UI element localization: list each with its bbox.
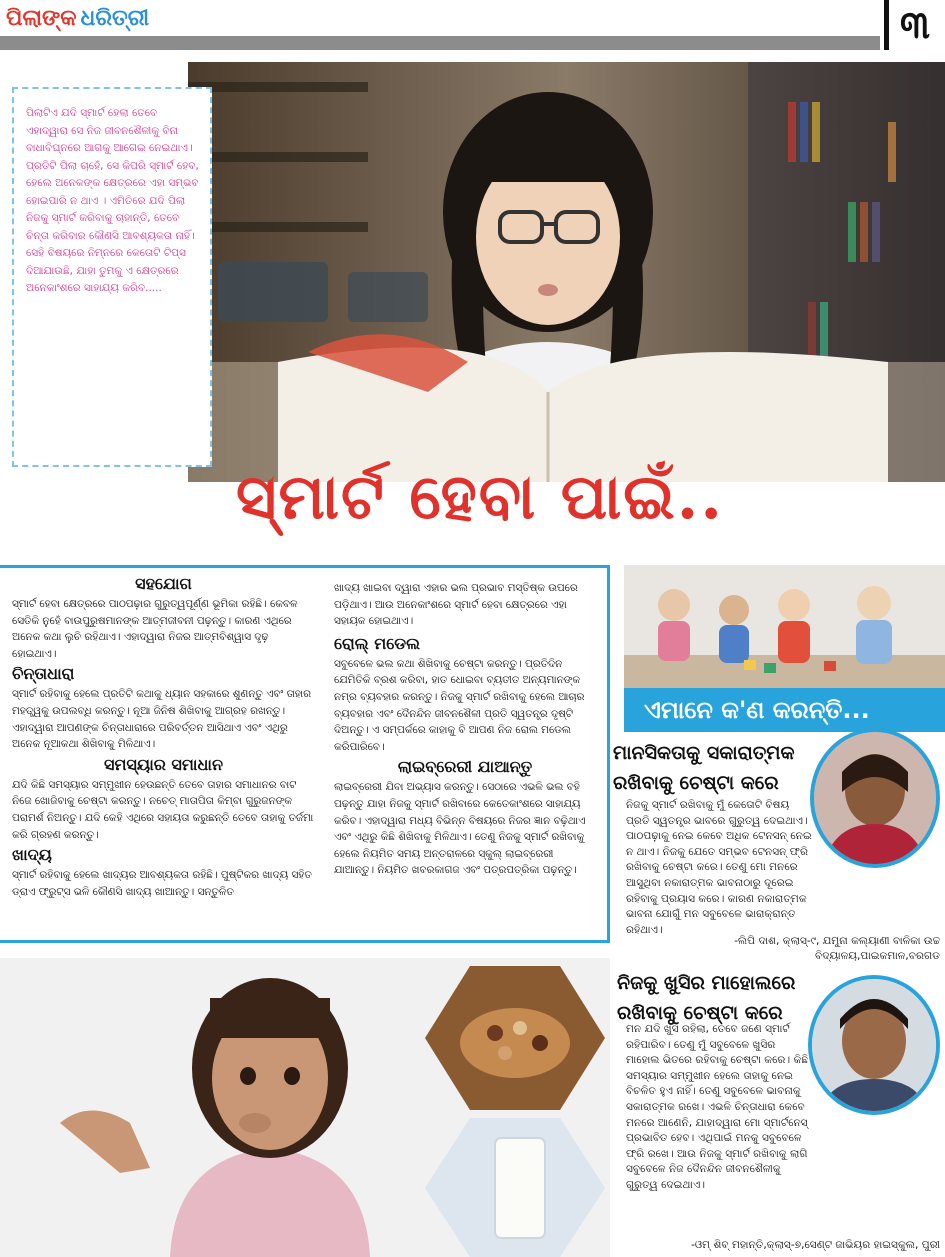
profile1-heading-line1: ମାନସିକତାକୁ ସକାରାତ୍ମକ — [613, 742, 795, 764]
section-banner: ଏମାନେ କ'ଣ କରନ୍ତି... — [624, 688, 945, 732]
bottom-illustration — [0, 958, 610, 1257]
section-heading-library: ଲାଇବ୍ରେରୀ ଯାଆନ୍ତୁ — [397, 757, 533, 777]
page-number-divider — [884, 0, 889, 50]
kids-playing-photo — [624, 565, 945, 690]
logo-part-1: ପିଲାଙ୍କ — [6, 5, 77, 31]
hero-illustration — [188, 62, 945, 482]
header-rule — [0, 36, 880, 50]
intro-text: ପିଲାଟିଏ ଯଦି ସ୍ମାର୍ଟ ହେଲା ତେବେ ଏହାଦ୍ୱାରା ସେ ନିଜ ଜୀବନଶୈଳୀକୁ ବିନା ବାଧାବିଘ୍ନରେ ଆଗକୁ ଆଗେଇ ନେଇଥାଏ। ପ୍ରତିଟି ପିଲା ଚାହେଁ, ସେ କିପରି ସ୍ମାର୍ଟ ହେବ, ହେଲେ ଅନେକଙ୍କ କ୍ଷେତ୍ରରେ ଏହା ସମ୍ଭବ ହୋଇପାରି ନ ଥାଏ । ଏମିତିରେ ଯଦି ପିଲା ନିଜକୁ ସ୍ମାର୍ଟ କରିବାକୁ ଚାହାନ୍ତି, ତେବେ ଚିନ୍ତା କରିବାର କୌଣସି ଆବଶ୍ୟକତା ନାହିଁ। ସେହି ବିଷୟରେ ନିମ୍ନରେ କେତୋଟି ଟିପ୍ସ ଦିଆଯାଉଛି, ଯାହା ତୁମକୁ ଏ କ୍ଷେତ୍ରରେ ଅନେକାଂଶରେ ସାହାଯ୍ୟ କରିବ..... — [26, 107, 199, 294]
article-column-left — [12, 572, 315, 900]
profile1-signature-line2: ବିଦ୍ୟାଳୟ,ପାଇକମାଳ,ବରଗଡ — [814, 950, 940, 962]
profile1-signature — [626, 934, 940, 964]
profile2-heading-line2: ରଖିବାକୁ ଚେଷ୍ଟା କରେ — [617, 1002, 783, 1024]
section-heading-thinking: ଚିନ୍ତାଧାରା — [12, 664, 75, 684]
bottom-photo-collage — [0, 958, 610, 1257]
profile1-text-body: ନିଜକୁ ସ୍ମାର୍ଟ ରଖିବାକୁ ମୁଁ କେତୋଟି ବିଷୟ ପ୍ରତି ସ୍ୱତନ୍ତ୍ର ଭାବରେ ଗୁରୁତ୍ୱ ଦେଇଥାଏ। ପାଠପଢ଼ାକୁ ନେଇ କେବେ ଅଧିକ ଟେନସନ୍ ନେଇ ନ ଥାଏ। ନିଜକୁ ଯେତେ ସମ୍ଭବ ଟେନସନ୍ ଫ୍ରି ରଖିବାକୁ ଚେଷ୍ଟା କରେ। ତେଣୁ ମୋ ମନରେ ଆସୁଥିବା ନକାରାତ୍ମକ ଭାବନାଠାରୁ ଦୂରେଇ ରହିବାକୁ ପ୍ରୟାସ କରେ। କାରଣ ନକାରାତ୍ମକ ଭାବନା ଯୋଗୁଁ ମନ ସବୁବେଳେ ଭାରାକ୍ରାନ୍ତ ରହିଥାଏ। — [626, 799, 812, 936]
profile2-text-body: ମନ ଯଦି ଖୁସି ରହିଲା, ତେବେ ଜଣେ ସ୍ମାର୍ଟ ରହିପାରିବ। ତେଣୁ ମୁଁ ସବୁବେଳେ ଖୁସିର ମାହୋଲ ଭିତରେ ରହିବାକୁ ଚେଷ୍ଟା କରେ। କିଛି ସମସ୍ୟାର ସମ୍ମୁଖୀନ ହେଲେ ତାହାକୁ ନେଇ ବିଚଳିତ ହୁଏ ନାହିଁ। ତେଣୁ ସବୁବେଳେ ଭାବନାକୁ ସକାରାତ୍ମକ ରଖେ। ଏଭଳି ଚିନ୍ତାଧାରା କେବେ ମନରେ ଆଣେନି, ଯାହାଦ୍ୱାରା ମୋ ସ୍ମାର୍ଟନେସ୍ ପ୍ରଭାବିତ ହେବ। ଏଥିପାଇଁ ମନକୁ ସବୁବେଳେ ଫ୍ରି ରଖେ। ଆଉ ନିଜକୁ ସ୍ମାର୍ଟ ରଖିବାକୁ ଲାଗି ସବୁବେଳେ ନିଜ ଦୈନନ୍ଦିନ ଜୀବନଶୈଳୀକୁ ଗୁରୁତ୍ୱ ଦେଇଥାଏ। — [626, 1023, 809, 1191]
profile1-heading — [613, 738, 813, 798]
profile2-heading-line1: ନିଜକୁ ଖୁସିର ମାହୋଲରେ — [617, 972, 796, 994]
page-number: ୩ — [900, 3, 930, 47]
masthead-logo — [6, 2, 149, 34]
section-text-role-model: ସବୁବେଳେ ଭଲ କଥା ଶିଖିବାକୁ ଚେଷ୍ଟା କରନ୍ତୁ। ପ୍ରତିଦିନ ଯେମିତିକି ବ୍ରଶ କରିବା, ହାତ ଧୋଇବା ବ୍ୟତୀତ ଅନ୍ୟମାନଙ୍କ ନମ୍ର ବ୍ୟବହାର କରନ୍ତୁ। ନିଜକୁ ସ୍ମାର୍ଟ ରଖିବାକୁ ହେଲେ ଆଚାର ବ୍ୟବହାର ଏବଂ ଦୈନନ୍ଦିନ ଜୀବନଶୈଳୀ ପ୍ରତି ସ୍ୱତନ୍ତ୍ର ଦୃଷ୍ଟି ଦିଅନ୍ତୁ। ଏ ସମ୍ପର୍କରେ କାହାକୁ ବି ଆପଣ ନିଜ ରୋଲ ମଡେଲ କରିପାରିବେ। — [334, 657, 585, 753]
profile2-heading — [617, 968, 827, 1028]
profile2-signature: -ଓମ୍ ଶିବ୍ ମହାନ୍ତି,କ୍ଲାସ୍-୭,ସେଣ୍ଟ ଜାଭିୟର ହାଇସ୍କୁଲ, ପୁରୀ — [691, 1239, 940, 1251]
profile1-signature-line1: -ଲିପି ଦାଶ, କ୍ଲାସ୍-୯, ଯମୁନା କଲ୍ୟାଣୀ ବାଳିକା ଉଚ୍ଚ — [734, 935, 940, 947]
profile1-heading-line2: ରଖିବାକୁ ଚେଷ୍ଟା କରେ — [613, 772, 779, 794]
section-text-problem-solving: ଯଦି କିଛି ସମସ୍ୟାର ସମ୍ମୁଖୀନ ହେଉଛନ୍ତି ତେବେ ତାହାର ସମାଧାନର ବାଟ ନିଜେ ଖୋଜିବାକୁ ଚେଷ୍ଟା କରନ୍ତୁ। ନଚେତ୍ ମାତାପିତା କିମ୍ବା ଗୁରୁଜନଙ୍କ ପରାମର୍ଶ ନିଅନ୍ତୁ। ଯଦି କେହି ଏଥିରେ ସହାୟତା କରୁଛନ୍ତି ତେବେ ତାହାକୁ ତର୍ଜମା କରି ଗ୍ରହଣ କରନ୍ତୁ। — [12, 778, 314, 841]
section-heading-cooperation: ସହଯୋଗ — [135, 574, 192, 593]
intro-box — [12, 87, 212, 467]
section-heading-role-model: ରୋଲ୍ ମଡେଲ — [334, 633, 420, 653]
page-title: ସ୍ମାର୍ଟ ହେବା ପାଇଁ.. — [236, 460, 724, 533]
profile1-avatar — [810, 728, 940, 868]
kids-illustration — [624, 565, 945, 690]
profile2-avatar-illustration — [812, 979, 936, 1111]
profile1-text — [626, 798, 816, 938]
section-text-cooperation: ସ୍ମାର୍ଟ ହେବା କ୍ଷେତ୍ରରେ ପାଠପଢ଼ାର ଗୁରୁତ୍ୱପୂର୍ଣ୍ଣ ଭୂମିକା ରହିଛି। କେବଳ ସେତିକି ନୁହେଁ ବାଉପୁରୁଷମାନଙ୍କ ଆତ୍ମଜୀବନୀ ପଢ଼ନ୍ତୁ। କାରଣ ଏଥିରେ ଅନେକ କଥା ଲୁଚି ରହିଥାଏ। ଏହାଦ୍ୱାରା ନିଜର ଆତ୍ମବିଶ୍ୱାସ ଦୃଢ଼ ହୋଇଥାଏ। — [12, 598, 298, 660]
section-heading-problem-solving: ସମସ୍ୟାର ସମାଧାନ — [104, 754, 223, 774]
section-text-food-continued: ଖାଦ୍ୟ ଖାଇବା ଦ୍ୱାରା ଏହାର ଭଲ ପ୍ରଭାବ ମସ୍ତିଷ୍କ ଉପରେ ପଡ଼ିଥାଏ। ଆଉ ଅନେକାଂଶରେ ସ୍ମାର୍ଟ ହେବା କ୍ଷେତ୍ରରେ ଏହା ସହାୟକ ହୋଇଥାଏ। — [334, 582, 578, 628]
article-column-right — [334, 580, 596, 879]
section-text-thinking: ସ୍ମାର୍ଟ ରହିବାକୁ ହେଲେ ପ୍ରତିଟି କଥାକୁ ଧ୍ୟାନ ସହକାରେ ଶୁଣନ୍ତୁ ଏବଂ ତାହାର ମହତ୍ତ୍ୱକୁ ଉପଲବ୍ଧି କରନ୍ତୁ। ନୂଆ ଜିନିଷ ଶିଖିବାକୁ ଆଗ୍ରହ ରଖନ୍ତୁ। ଏହାଦ୍ୱାରା ଆପଣଙ୍କ ଚିନ୍ତାଧାରାରେ ପରିବର୍ତ୍ତନ ଆସିଥାଏ ଏବଂ ଏଥିରୁ ଅନେକ ନୂଆକଥା ଶିଖିବାକୁ ମିଳିଥାଏ। — [12, 688, 312, 751]
profile2-text — [626, 1022, 811, 1194]
section-text-food: ସ୍ମାର୍ଟ ରହିବାକୁ ହେଲେ ଖାଦ୍ୟର ଆବଶ୍ୟକତା ରହିଛି। ପୁଷ୍ଟିକର ଖାଦ୍ୟ ସହିତ ଡ୍ରାଏ ଫ୍ରୁଟ୍ସ ଭଳି କୌଣସି ଖାଦ୍ୟ ଖାଆନ୍ତୁ। ସନ୍ତୁଳିତ — [12, 869, 312, 898]
hero-photo-girl-reading — [188, 62, 945, 482]
section-heading-food: ଖାଦ୍ୟ — [12, 845, 52, 865]
profile2-avatar — [808, 975, 940, 1115]
profile1-avatar-illustration — [814, 732, 936, 864]
section-text-library: ଲାଇବ୍ରେରୀ ଯିବା ଅଭ୍ୟାସ କରନ୍ତୁ। ସେଠାରେ ଏଭଳି ଭଲ ବହି ପଢ଼ନ୍ତୁ ଯାହା ନିଜକୁ ସ୍ମାର୍ଟ ରଖିବାରେ କେତେକାଂଶରେ ସାହାଯ୍ୟ କରିବ। ଏହାଦ୍ୱାରା ମଧ୍ୟ ବିଭିନ୍ନ ବିଷୟରେ ନିଜର ଜ୍ଞାନ ବଢ଼ିଥାଏ ଏବଂ ଏଥିରୁ କିଛି ଶିଖିବାକୁ ମିଳିଥାଏ। ତେଣୁ ନିଜକୁ ସ୍ମାର୍ଟ ରଖିବାକୁ ହେଲେ ନିୟମିତ ସମୟ ଅନ୍ତରାଳରେ ସ୍କୁଲ୍ ଲାଇବ୍ରେରୀ ଯାଆନ୍ତୁ। ନିୟମିତ ଖବରକାଗଜ ଏବଂ ପତ୍ରପତ୍ରିକା ପଢ଼ନ୍ତୁ। — [334, 781, 586, 877]
logo-part-2: ଧରିତ୍ରୀ — [80, 5, 150, 31]
